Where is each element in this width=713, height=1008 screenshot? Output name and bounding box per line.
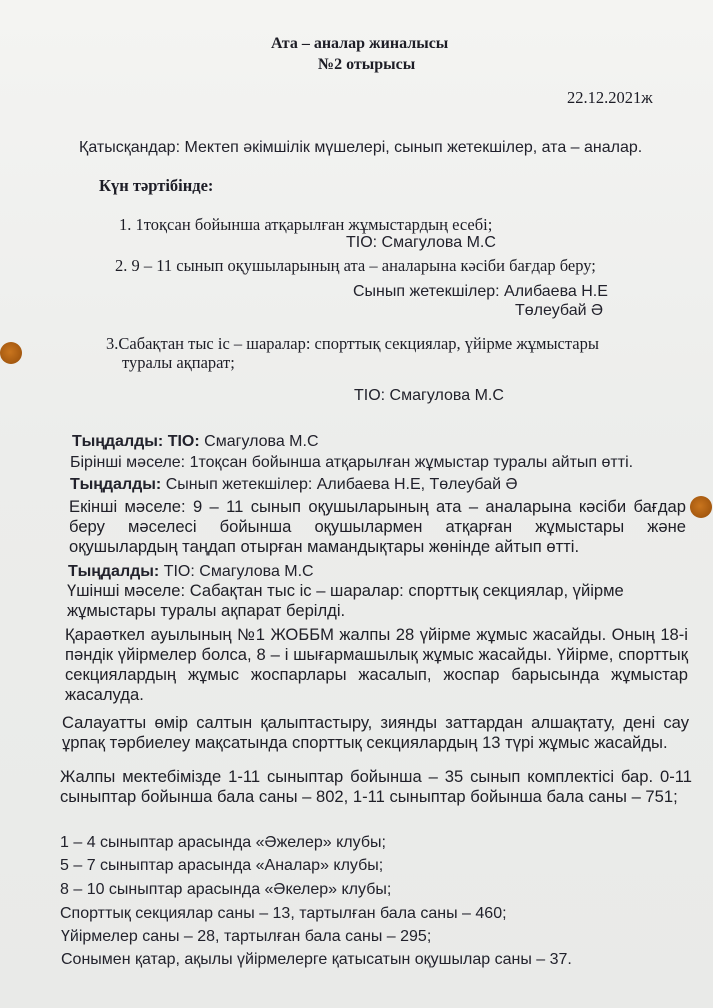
heard-3: Тыңдалды: ТІО: Смагулова М.С [68,563,314,580]
session-number: №2 отырысы [318,56,416,73]
punch-hole [690,496,712,518]
document-date: 22.12.2021ж [567,88,653,107]
list-line-5: Үйірмелер саны – 28, тартылған бала саны – 295; [61,928,432,945]
list-line-3: 8 – 10 сыныптар арасында «Әкелер» клубы; [60,881,392,898]
list-line-2: 5 – 7 сыныптар арасында «Аналар» клубы; [60,857,384,874]
issue-1: Бірінші мәселе: 1тоқсан бойынша атқарылған жұмыстар туралы айтып өтті. [70,454,634,471]
agenda-item-1-responsible: ТІО: Смагулова М.С [346,234,496,251]
document-title: Ата – аналар жиналысы [271,35,449,52]
participants: Қатысқандар: Мектеп әкімшілік мүшелері, сынып жетекшілер, ата – аналар. [79,139,643,156]
punch-hole [0,342,22,364]
list-line-6: Сонымен қатар, ақылы үйірмелерге қатысатын оқушылар саны – 37. [61,951,572,968]
issue-3: Үшінші мәселе: Сабақтан тыс іс – шаралар: спорттық секциялар, үйірме жұмыстары туралы ақпарат берілді. [67,581,624,620]
issue-2: Екінші мәселе: 9 – 11 сынып оқушыларының ата – аналарына кәсіби бағдар беру мәселесі бойынша оқушылармен атқарған жұмыстары және оқушылардың таңдап отырған мамандықтары жөнінде айтып өтті. [69,497,686,556]
agenda-item-2: 2. 9 – 11 сынып оқушыларының ата – аналарына кәсіби бағдар беру; [115,256,596,275]
agenda-item-2-responsible: Сынып жетекшілер: Алибаева Н.Е [353,283,608,300]
agenda-item-3: 3.Сабақтан тыс іс – шаралар: спорттық секциялар, үйірме жұмыстары [106,334,599,353]
agenda-item-2-responsible-2: Төлеубай Ә [515,302,604,319]
agenda-item-3-cont: туралы ақпарат; [122,353,235,372]
paragraph-sports: Салауатты өмір салтын қалыптастыру, зиянды заттардан алшақтату, дені сау ұрпақ тәрбиелеу мақсатында спорттық секциялардың 13 түрі жұмыс жасайды. [62,713,689,752]
agenda-item-1: 1. 1тоқсан бойынша атқарылған жұмыстардың есебі; [119,215,493,234]
list-line-1: 1 – 4 сыныптар арасында «Әжелер» клубы; [60,834,386,851]
list-line-4: Спорттық секциялар саны – 13, тартылған бала саны – 460; [60,905,507,922]
paragraph-clubs: Қараөткел ауылының №1 ЖОББМ жалпы 28 үйірме жұмыс жасайды. Оның 18-і пәндік үйірмелер болса, 8 – і шығармашылық жұмыс жасайды. Үйірме, спорттық секциялардың жұмыс жоспарлары жасалып, жоспар барысында жұмыстар жасалуда. [65,625,688,704]
agenda-heading: Күн тәртібінде: [99,176,214,195]
heard-1: Тыңдалды: ТІО: Смагулова М.С [72,433,319,450]
paragraph-classes: Жалпы мектебімізде 1-11 сыныптар бойынша – 35 сынып комплектісі бар. 0-11 сыныптар бойынша бала саны – 802, 1-11 сыныптар бойынша бала саны – 751; [60,767,692,806]
heard-2: Тыңдалды: Сынып жетекшілер: Алибаева Н.Е, Төлеубай Ә [70,476,518,493]
agenda-item-3-responsible: ТІО: Смагулова М.С [354,387,504,404]
